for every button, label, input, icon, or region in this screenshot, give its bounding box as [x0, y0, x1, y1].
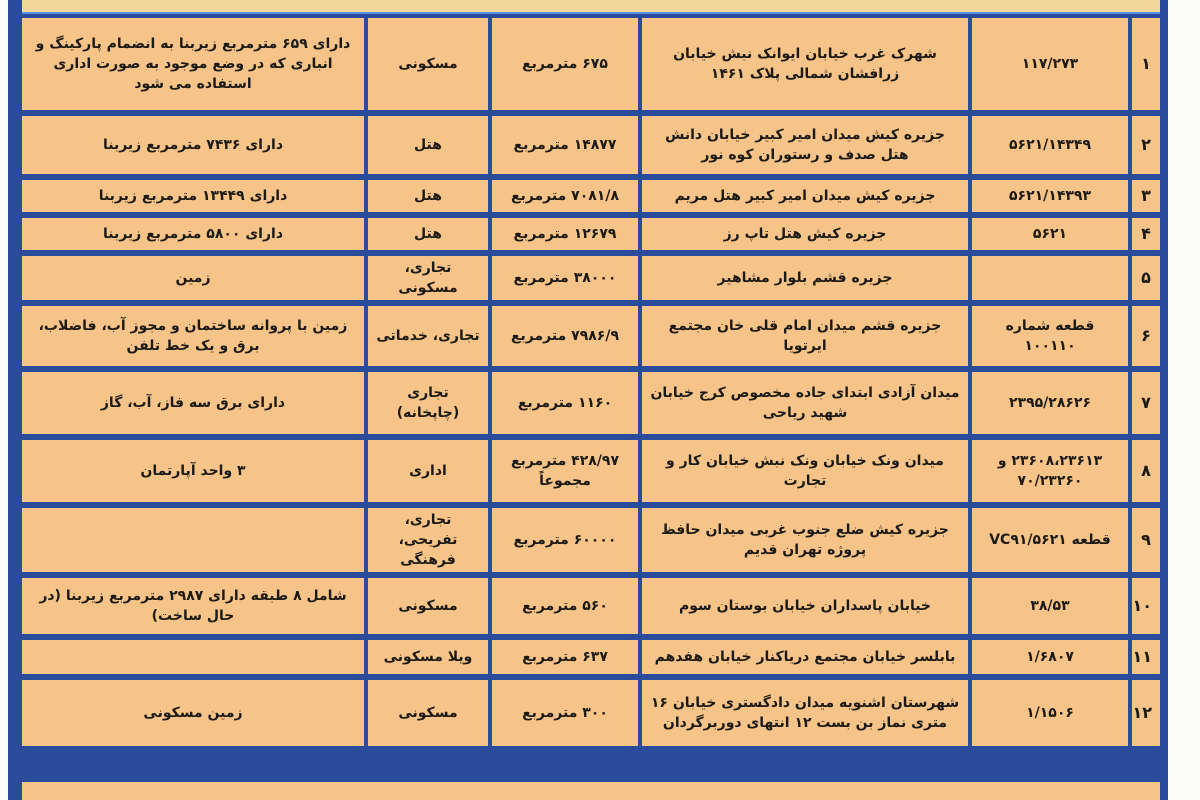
address: جزیره قشم بلوار مشاهیر [638, 256, 968, 300]
area: ۶۰۰۰۰ مترمربع [488, 508, 638, 572]
registration-plate: ۵۶۲۱/۱۴۳۴۹ [968, 116, 1128, 174]
table-row [22, 180, 1160, 212]
property-table [22, 12, 1160, 752]
description [22, 508, 364, 572]
usage: هتل [364, 180, 488, 212]
area: ۶۳۷ مترمربع [488, 640, 638, 674]
description: زمین با پروانه ساختمان و مجوز آب، فاضلاب، برق و یک خط تلفن [22, 306, 364, 366]
usage: اداری [364, 440, 488, 502]
table-row [22, 256, 1160, 300]
table-row [22, 18, 1160, 110]
address: جزیره کیش میدان امیر کبیر هتل مریم [638, 180, 968, 212]
usage: هتل [364, 116, 488, 174]
table-row [22, 116, 1160, 174]
row-number: ۱ [1128, 18, 1160, 110]
description: زمین مسکونی [22, 680, 364, 746]
description: دارای برق سه فاز، آب، گاز [22, 372, 364, 434]
registration-plate: ۳۸/۵۳ [968, 578, 1128, 634]
row-number: ۶ [1128, 306, 1160, 366]
usage: مسکونی [364, 680, 488, 746]
table-row [22, 440, 1160, 502]
area: ۵۶۰ مترمربع [488, 578, 638, 634]
area: ۷۹۸۶/۹ مترمربع [488, 306, 638, 366]
usage: مسکونی [364, 18, 488, 110]
address: شهرک غرب خیابان ایوانک نبش خیابان زرافشان شمالی پلاک ۱۴۶۱ [638, 18, 968, 110]
address: شهرستان اشنویه میدان دادگستری خیابان ۱۶ متری نماز بن بست ۱۲ انتهای دوربرگردان [638, 680, 968, 746]
usage: هتل [364, 218, 488, 250]
table-row [22, 306, 1160, 366]
row-number: ۸ [1128, 440, 1160, 502]
address: بابلسر خیابان مجتمع دریاکنار خیابان هفدهم [638, 640, 968, 674]
address: میدان آزادی ابتدای جاده مخصوص کرج خیابان شهید ریاحی [638, 372, 968, 434]
description: شامل ۸ طبقه دارای ۲۹۸۷ مترمربع زیربنا (در حال ساخت) [22, 578, 364, 634]
registration-plate: ۲۳۹۵/۲۸۶۲۶ [968, 372, 1128, 434]
registration-plate: ۵۶۲۱/۱۴۳۹۳ [968, 180, 1128, 212]
area: ۳۰۰ مترمربع [488, 680, 638, 746]
table-row [22, 508, 1160, 572]
area: ۱۲۶۷۹ مترمربع [488, 218, 638, 250]
row-number: ۴ [1128, 218, 1160, 250]
address: خیابان پاسداران خیابان بوستان سوم [638, 578, 968, 634]
description [22, 640, 364, 674]
usage: تجاری، مسکونی [364, 256, 488, 300]
usage: ویلا مسکونی [364, 640, 488, 674]
partial-next-row [22, 782, 1160, 800]
table-row [22, 218, 1160, 250]
row-number: ۵ [1128, 256, 1160, 300]
registration-plate: ۱۱۷/۲۷۳ [968, 18, 1128, 110]
area: ۶۷۵ مترمربع [488, 18, 638, 110]
row-number: ۱۲ [1128, 680, 1160, 746]
usage: مسکونی [364, 578, 488, 634]
area: ۳۸۰۰۰ مترمربع [488, 256, 638, 300]
row-number: ۱۰ [1128, 578, 1160, 634]
registration-plate: ۵۶۲۱ [968, 218, 1128, 250]
address: جزیره کیش ضلع جنوب غربی میدان حافظ پروژه تهران قدیم [638, 508, 968, 572]
registration-plate: قطعه ۵۶۲۱/VC۹۱ [968, 508, 1128, 572]
row-number: ۹ [1128, 508, 1160, 572]
registration-plate: ۱/۱۵۰۶ [968, 680, 1128, 746]
address: جزیره قشم میدان امام قلی خان مجتمع ایرتویا [638, 306, 968, 366]
table-row [22, 372, 1160, 434]
description: دارای ۶۵۹ مترمربع زیربنا به انضمام پارکینگ و انباری که در وضع موجود به صورت اداری استفاده می شود [22, 18, 364, 110]
description: دارای ۷۴۳۶ مترمربع زیربنا [22, 116, 364, 174]
row-number: ۱۱ [1128, 640, 1160, 674]
table-row [22, 640, 1160, 674]
row-number: ۳ [1128, 180, 1160, 212]
area: ۷۰۸۱/۸ مترمربع [488, 180, 638, 212]
description: دارای ۱۳۴۴۹ مترمربع زیربنا [22, 180, 364, 212]
address: میدان ونک خیابان ونک نبش خیابان کار و تجارت [638, 440, 968, 502]
table-row [22, 680, 1160, 746]
registration-plate: ۲۳۶۰۸،۲۳۶۱۳ و ۷۰/۲۳۲۶۰ [968, 440, 1128, 502]
table-row [22, 578, 1160, 634]
description: ۳ واحد آپارتمان [22, 440, 364, 502]
area: ۴۲۸/۹۷ مترمربع مجموعاً [488, 440, 638, 502]
row-number: ۷ [1128, 372, 1160, 434]
registration-plate: قطعه شماره ۱۰۰۱۱۰ [968, 306, 1128, 366]
usage: تجاری، تفریحی، فرهنگی [364, 508, 488, 572]
description: دارای ۵۸۰۰ مترمربع زیربنا [22, 218, 364, 250]
registration-plate: ۱/۶۸۰۷ [968, 640, 1128, 674]
registration-plate [968, 256, 1128, 300]
usage: تجاری، خدماتی [364, 306, 488, 366]
usage: تجاری (چاپخانه) [364, 372, 488, 434]
address: جزیره کیش میدان امیر کبیر خیابان دانش هتل صدف و رستوران کوه نور [638, 116, 968, 174]
address: جزیره کیش هتل تاپ رز [638, 218, 968, 250]
area: ۱۱۶۰ مترمربع [488, 372, 638, 434]
description: زمین [22, 256, 364, 300]
row-number: ۲ [1128, 116, 1160, 174]
area: ۱۴۸۷۷ مترمربع [488, 116, 638, 174]
